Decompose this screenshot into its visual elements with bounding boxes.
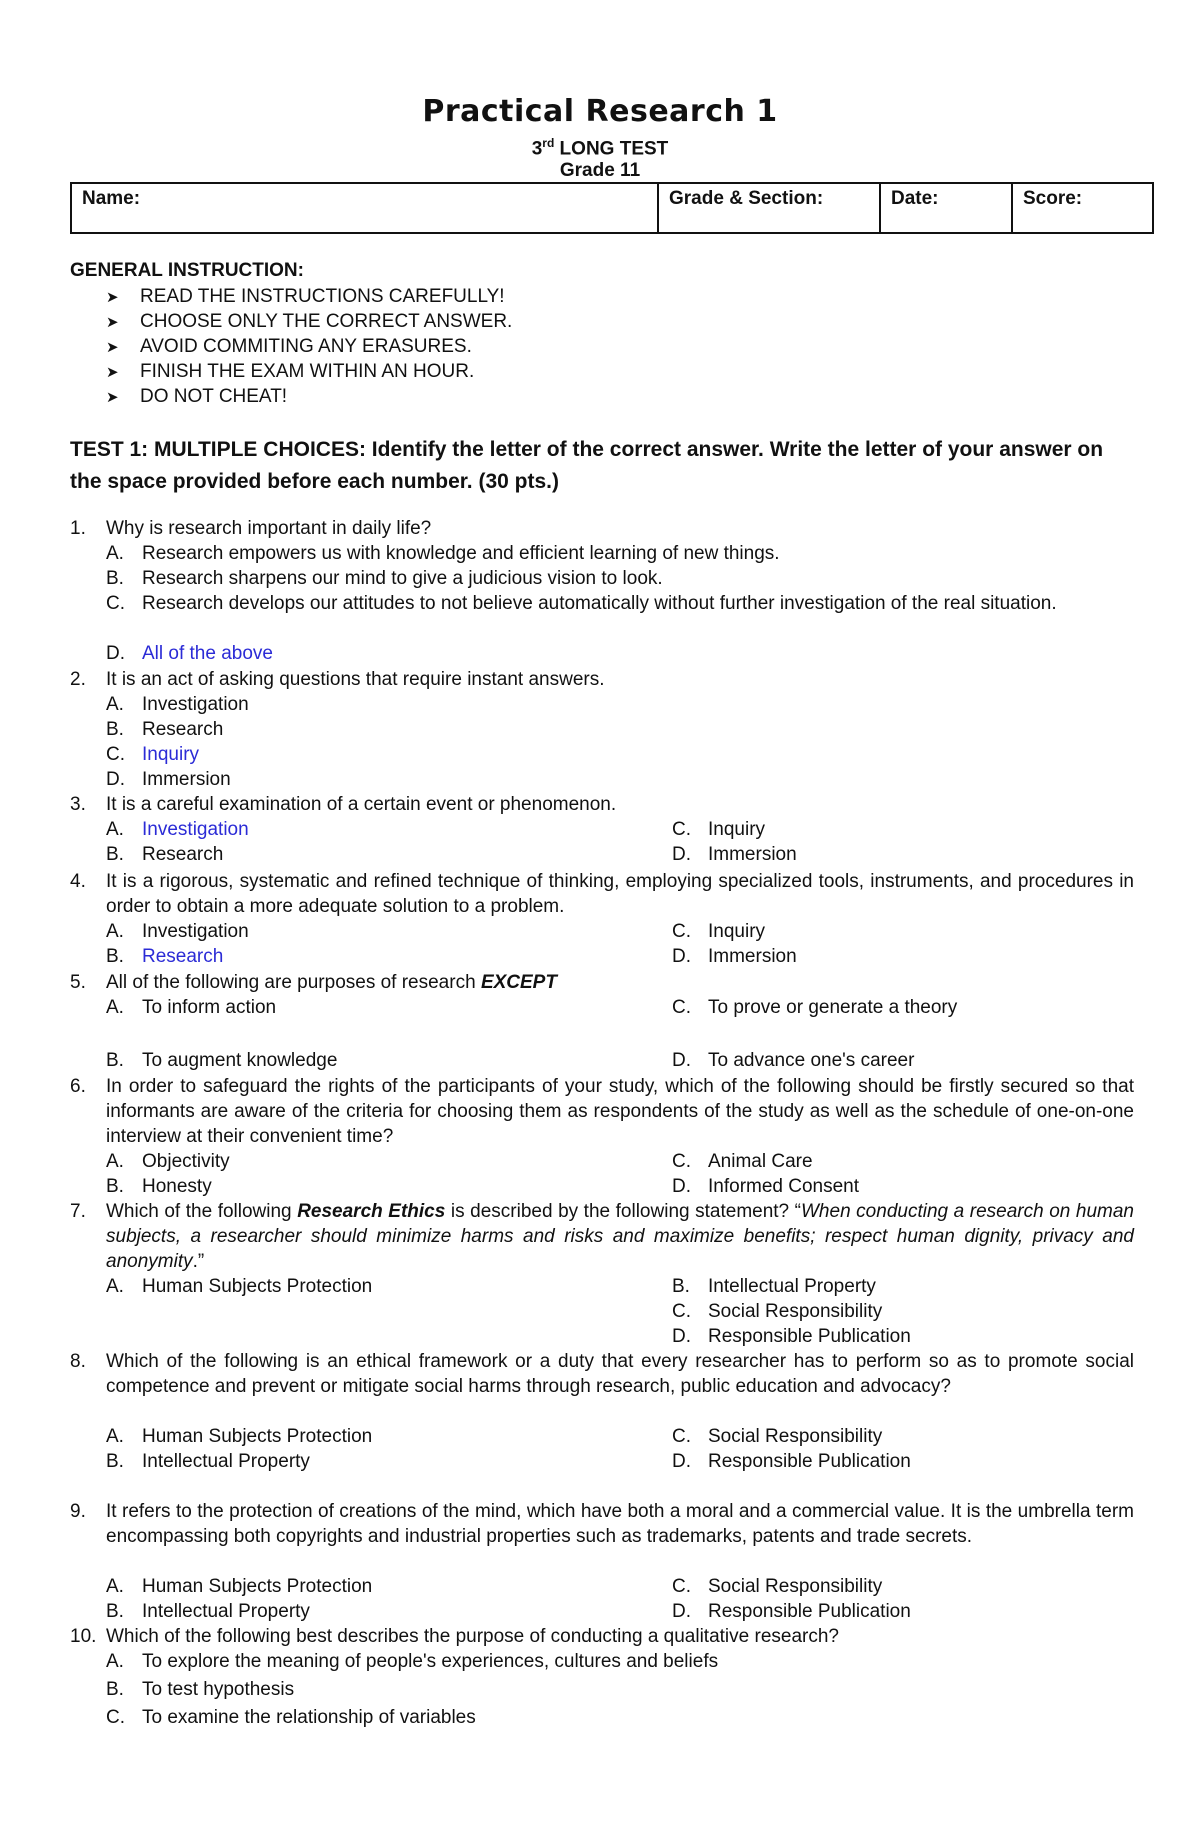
question-1: 1. Why is research important in daily life? [70,518,432,539]
q2-option-c[interactable]: C. Inquiry [106,744,200,765]
q2-option-b[interactable]: B. Research [106,719,224,740]
q6-option-b[interactable]: B. Honesty [106,1176,212,1197]
question-10: 10. Which of the following best describes the purpose of conducting a qualitative research? [70,1626,839,1647]
question-4: 4. It is a rigorous, systematic and refined technique of thinking, employing specialized tools, instruments, and procedures in order to obtain a more adequate solution to a problem. [70,871,1134,917]
instruction-item: ➤ CHOOSE ONLY THE CORRECT ANSWER. [106,309,512,334]
q5-option-a[interactable]: A. To inform action [106,997,277,1018]
question-2: 2. It is an act of asking questions that require instant answers. [70,669,605,690]
arrowhead-bullet-icon: ➤ [106,314,119,331]
q4-option-d[interactable]: D. Immersion [672,946,797,967]
q8-option-b[interactable]: B. Intellectual Property [106,1451,310,1472]
q8-option-d[interactable]: D. Responsible Publication [672,1451,911,1472]
correct-answer: Research [142,946,224,967]
grade-level: Grade 11 [559,160,641,181]
q10-option-b[interactable]: B. To test hypothesis [106,1679,295,1700]
q5-option-b[interactable]: B. To augment knowledge [106,1050,338,1071]
student-info-table [70,182,1154,234]
arrowhead-bullet-icon: ➤ [106,364,119,381]
q3-option-c[interactable]: C. Inquiry [672,819,766,840]
q4-option-a[interactable]: A. Investigation [106,921,249,942]
arrowhead-bullet-icon: ➤ [106,389,119,406]
q7-option-c[interactable]: C. Social Responsibility [672,1301,883,1322]
score-field[interactable]: Score: [1023,188,1083,209]
q3-option-b[interactable]: B. Research [106,844,224,865]
instruction-item: ➤ AVOID COMMITING ANY ERASURES. [106,334,512,359]
q1-option-d[interactable]: D. All of the above [106,643,273,664]
instruction-item: ➤ FINISH THE EXAM WITHIN AN HOUR. [106,359,512,384]
q5-option-d[interactable]: D. To advance one's career [672,1050,915,1071]
question-5: 5. All of the following are purposes of research EXCEPT [70,972,557,993]
test1-heading: TEST 1: MULTIPLE CHOICES: Identify the letter of the correct answer. Write the letter of your answer on the space provided before each number. (30 pts.) [70,438,1104,493]
general-instruction-list [106,284,512,409]
question-3: 3. It is a careful examination of a certain event or phenomenon. [70,794,617,815]
q6-option-c[interactable]: C. Animal Care [672,1151,813,1172]
q6-option-a[interactable]: A. Objectivity [106,1151,230,1172]
correct-answer: All of the above [142,643,273,664]
document-subtitle: 3rd LONG TEST [531,136,669,160]
arrowhead-bullet-icon: ➤ [106,339,119,356]
q3-option-a[interactable]: A. Investigation [106,819,249,840]
instruction-item: ➤ READ THE INSTRUCTIONS CAREFULLY! [106,284,512,309]
question-9: 9. It refers to the protection of creations of the mind, which have both a moral and a commercial value. It is the umbrella term encompassing both copyrights and industrial properties such as trademarks, patents and trade secrets. [70,1501,1134,1547]
q2-option-a[interactable]: A. Investigation [106,694,249,715]
q8-option-a[interactable]: A. Human Subjects Protection [106,1426,373,1447]
correct-answer: Investigation [142,819,249,840]
arrowhead-bullet-icon: ➤ [106,289,119,306]
document-title: Practical Research 1 [422,94,778,129]
q4-option-b[interactable]: B. Research [106,946,224,967]
q7-option-d[interactable]: D. Responsible Publication [672,1326,911,1347]
q9-option-a[interactable]: A. Human Subjects Protection [106,1576,373,1597]
instruction-item: ➤ DO NOT CHEAT! [106,384,512,409]
q10-option-c[interactable]: C. To examine the relationship of variables [106,1707,476,1728]
q5-option-c[interactable]: C. To prove or generate a theory [672,997,958,1018]
q3-option-d[interactable]: D. Immersion [672,844,797,865]
q7-option-b[interactable]: B. Intellectual Property [672,1276,876,1297]
grade-section-field[interactable]: Grade & Section: [659,184,881,232]
q10-option-a[interactable]: A. To explore the meaning of people's experiences, cultures and beliefs [106,1651,719,1672]
q8-option-c[interactable]: C. Social Responsibility [672,1426,883,1447]
q1-option-b[interactable]: B. Research sharpens our mind to give a judicious vision to look. [106,568,663,589]
name-field[interactable]: Name: [72,184,659,232]
question-8: 8. Which of the following is an ethical framework or a duty that every researcher has to perform so as to promote social competence and prevent or mitigate social harms through research, public education and advocacy? [70,1351,1134,1397]
correct-answer: Inquiry [142,744,200,765]
general-instruction-heading: GENERAL INSTRUCTION: [70,260,304,281]
q4-option-c[interactable]: C. Inquiry [672,921,766,942]
question-6: 6. In order to safeguard the rights of the participants of your study, which of the following should be firstly secured so that informants are aware of the criteria for choosing them as respondents of the study as well as the schedule of one-on-one interview at their convenient time? [70,1076,1134,1147]
date-field[interactable]: Date: [881,184,1013,232]
q9-option-b[interactable]: B. Intellectual Property [106,1601,310,1622]
q1-option-a[interactable]: A. Research empowers us with knowledge and efficient learning of new things. [106,543,780,564]
q7-option-a[interactable]: A. Human Subjects Protection [106,1276,373,1297]
q2-option-d[interactable]: D. Immersion [106,769,231,790]
q9-option-c[interactable]: C. Social Responsibility [672,1576,883,1597]
q6-option-d[interactable]: D. Informed Consent [672,1176,860,1197]
question-7: 7. Which of the following Research Ethics is described by the following statement? “When conducting a research on human subjects, a researcher should minimize harms and risks and maximize benefits; respect human dignity, privacy and anonymity.” [70,1201,1134,1272]
q1-option-c[interactable]: C. Research develops our attitudes to not believe automatically without further investigation of the real situation. [106,593,1057,614]
q9-option-d[interactable]: D. Responsible Publication [672,1601,911,1622]
